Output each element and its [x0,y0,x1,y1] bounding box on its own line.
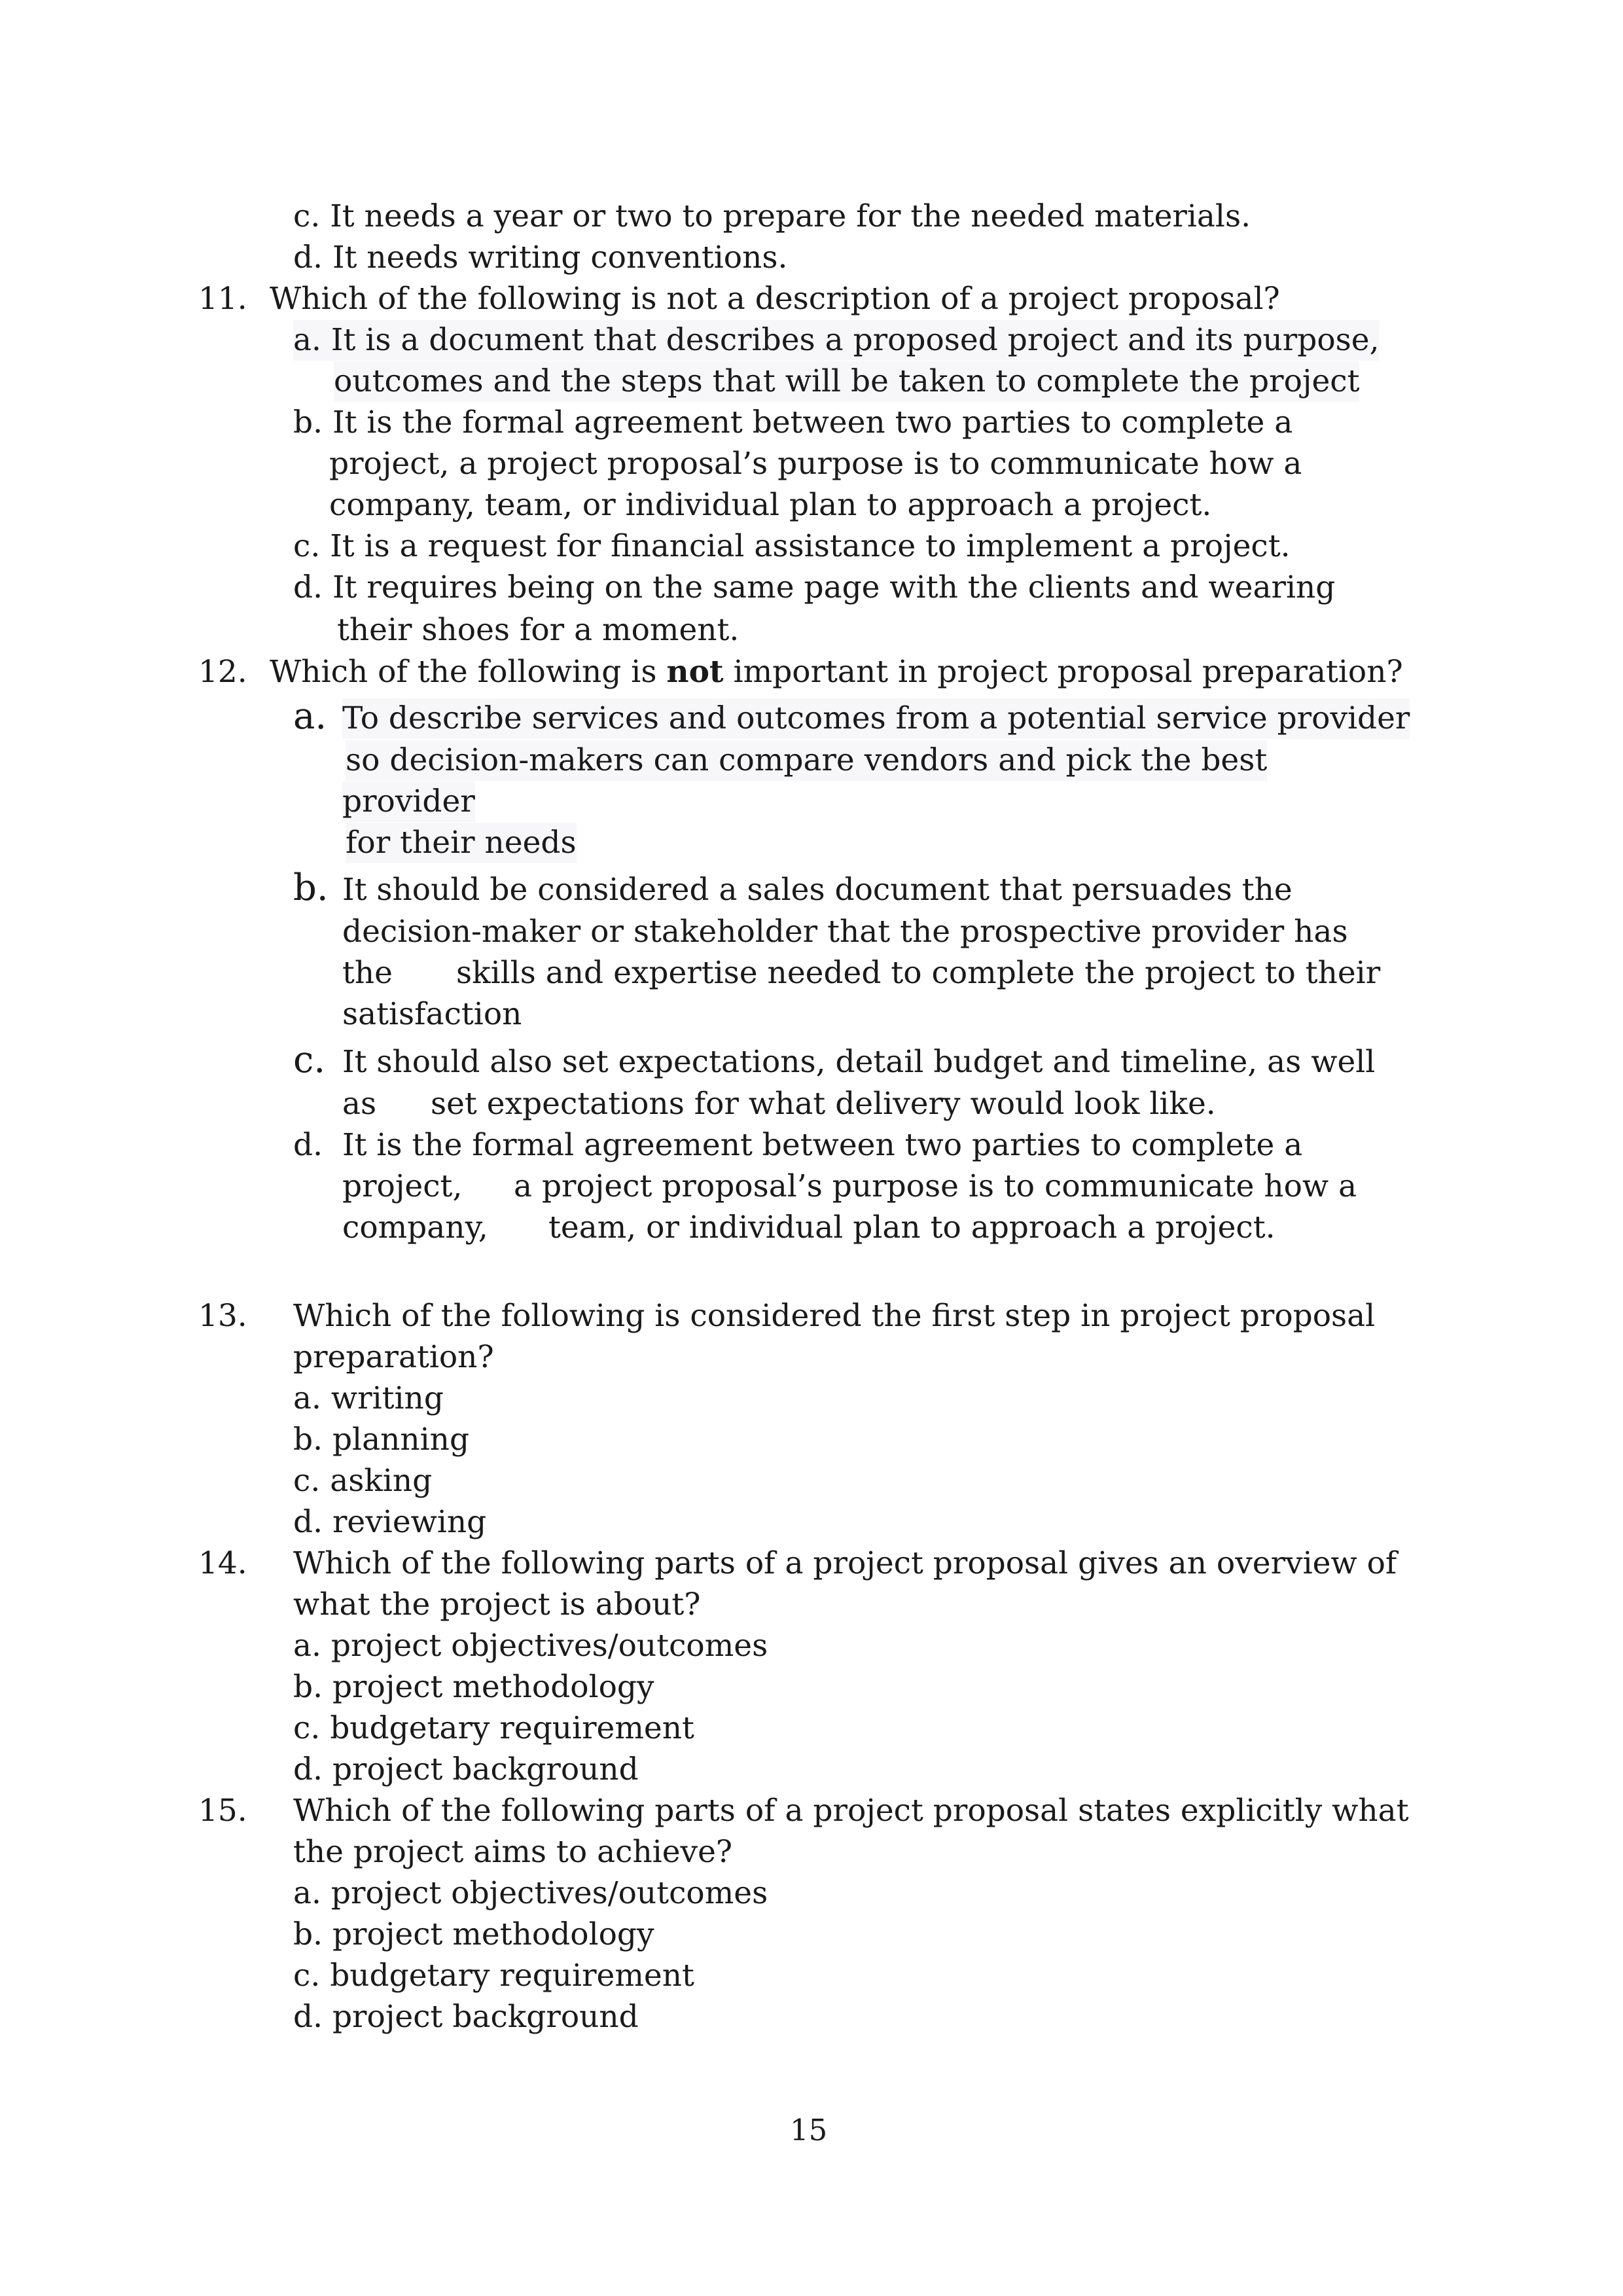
q14-question-line2: what the project is about? [293,1587,701,1623]
q12-option-c-line1: It should also set expectations, detail budget and timeline, as well [342,1044,1376,1080]
q11-option-a-line1: a. It is a document that describes a proposed project and its purpose, [293,320,1380,361]
q13-option-a: a. writing [293,1380,444,1416]
q12-option-b-line1: It should be considered a sales document that persuades the [342,872,1293,908]
q14-option-c: c. budgetary requirement [293,1710,694,1746]
q12-option-b-label: b. [293,867,329,909]
q15-option-c: c. budgetary requirement [293,1958,694,1994]
q11-option-b-line2: project, a project proposal’s purpose is to communicate how a [329,446,1302,482]
q12-option-b-line4: satisfaction [342,996,522,1032]
q15-option-a: a. project objectives/outcomes [293,1875,768,1911]
q11-option-b-line1: b. It is the formal agreement between two parties to complete a [293,404,1293,440]
q12-option-d-line3-rest: team, or individual plan to approach a project. [548,1210,1275,1246]
q12-option-d-line2-rest: a project proposal’s purpose is to communicate how a [514,1168,1357,1204]
q11-option-a-line2: outcomes and the steps that will be taken to complete the project [334,361,1359,402]
q14-option-a: a. project objectives/outcomes [293,1628,768,1664]
q12-question [270,652,1403,692]
q13-option-c: c. asking [293,1463,433,1499]
q12-option-d-line3-start: company, [342,1210,488,1246]
q10-option-d: d. It needs writing conventions. [293,240,788,276]
q13-option-b: b. planning [293,1422,470,1458]
q12-option-a-label: a. [293,695,327,738]
q12-option-b-line3-start: the [342,955,393,991]
q13-question-line2: preparation? [293,1339,494,1375]
q14-option-b: b. project methodology [293,1669,654,1705]
q12-question-emphasis: not [666,654,724,690]
q12-option-a-line2: so decision-makers can compare vendors and pick the best [346,740,1267,781]
q12-option-d-line1: It is the formal agreement between two parties to complete a [342,1127,1303,1163]
q13-option-d: d. reviewing [293,1504,487,1540]
q13-question-line1: Which of the following is considered the first step in project proposal [293,1298,1376,1334]
q15-question-line2: the project aims to achieve? [293,1834,733,1870]
q11-option-d-line2: their shoes for a moment. [337,612,740,648]
q11-option-d-line1: d. It requires being on the same page with the clients and wearing [293,569,1336,605]
q15-option-d: d. project background [293,1999,639,2035]
q12-option-d-line2-start: project, [342,1168,463,1204]
q15-option-b: b. project methodology [293,1916,654,1952]
q11-option-c: c. It is a request for financial assistance to implement a project. [293,528,1291,564]
q12-option-b-line2: decision-maker or stakeholder that the prospective provider has [342,914,1348,950]
q10-option-c: c. It needs a year or two to prepare for the needed materials. [293,198,1251,234]
q12-option-a-line1: To describe services and outcomes from a potential service provider [342,698,1410,739]
q12-option-c-line2-start: as [342,1086,377,1122]
q14-option-d: d. project background [293,1751,639,1787]
q15-question-line1: Which of the following parts of a project proposal states explicitly what [293,1793,1409,1829]
q12-option-a-line4: for their needs [346,823,577,863]
q13-number: 13. [198,1298,247,1334]
q12-question-before: Which of the following is [270,654,657,690]
q14-number: 14. [198,1545,247,1581]
q11-number: 11. [198,281,247,317]
q12-number: 12. [198,654,247,690]
q12-question-after: important in project proposal preparation? [733,654,1403,690]
q15-number: 15. [198,1793,247,1829]
q14-question-line1: Which of the following parts of a project proposal gives an overview of [293,1545,1397,1581]
q12-option-d-label: d. [293,1127,323,1163]
q11-question: Which of the following is not a description of a project proposal? [270,281,1280,317]
q12-option-b-line3-rest: skills and expertise needed to complete the project to their [456,955,1381,991]
q12-option-c-line2-rest: set expectations for what delivery would look like. [431,1086,1216,1122]
q11-option-b-line3: company, team, or individual plan to approach a project. [329,487,1212,523]
q12-option-a-line3: provider [342,781,475,822]
q12-option-c-label: c. [293,1039,326,1081]
page-number: 15 [790,2113,828,2147]
